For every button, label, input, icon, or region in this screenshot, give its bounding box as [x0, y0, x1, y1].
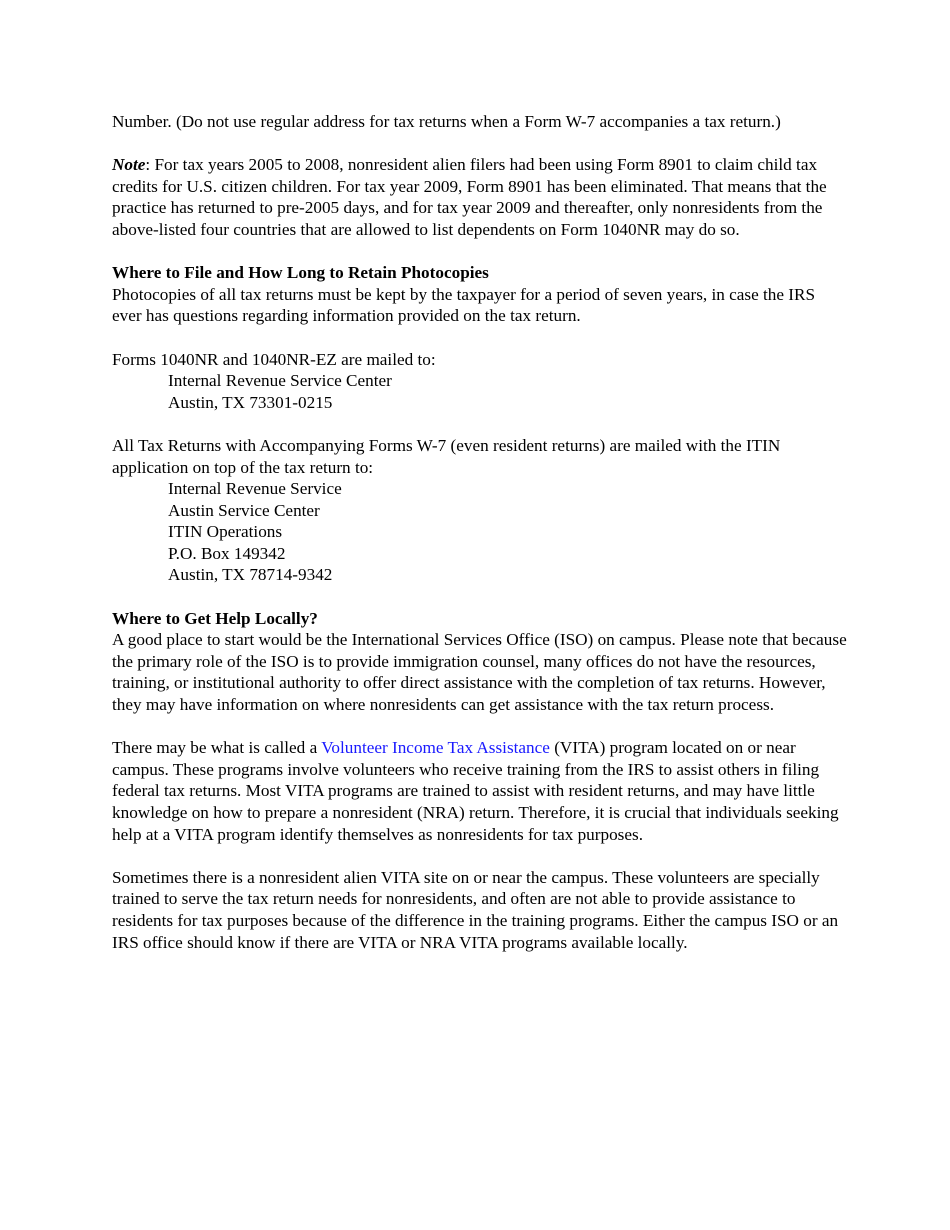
- mailing-address-1040nr: [112, 349, 847, 414]
- vita-text-after: (VITA) program located on or near campus. These programs involve volunteers who receive training from the IRS to assist others in filing federal tax returns. Most VITA programs are trained to assist with resident returns, and may have little knowledge on how to prepare a nonresident (NRA) return. Therefore, it is crucial that individuals seeking help at a VITA program identify themselves as nonresidents for tax purposes.: [112, 738, 839, 844]
- address-line: ITIN Operations: [168, 522, 283, 542]
- address-line: Austin, TX 73301-0215: [168, 392, 333, 412]
- vita-link[interactable]: Volunteer Income Tax Assistance: [321, 738, 550, 758]
- note-label: Note: [112, 155, 146, 175]
- paragraph-iso-on-campus: A good place to start would be the International Services Office (ISO) on campus. Please note that because the primary role of the ISO is to provide immigration counsel, many offices do not have the resources, training, or institutional authority to offer direct assistance with the completion of tax returns. However, they may have information on where nonresidents can get assistance with the tax return process.: [112, 630, 847, 715]
- vita-text-before: There may be what is called a: [112, 738, 322, 758]
- mailing-intro-w7: All Tax Returns with Accompanying Forms W-7 (even resident returns) are mailed with the ITIN application on top of the tax return to:: [112, 435, 781, 477]
- address-line: Internal Revenue Service: [168, 479, 342, 499]
- address-line: Internal Revenue Service Center: [168, 371, 392, 391]
- note-text: : For tax years 2005 to 2008, nonresident alien filers had been using Form 8901 to claim child tax credits for U.S. citizen children. For tax year 2009, Form 8901 has been eliminated. That means that the practice has returned to pre-2005 days, and for tax year 2009 and thereafter, only nonresidents from the above-listed four countries that are allowed to list dependents on Form 1040NR may do so.: [112, 155, 827, 239]
- address-line: Austin Service Center: [168, 500, 320, 520]
- paragraph-w7-address-note: Number. (Do not use regular address for tax returns when a Form W-7 accompanies a tax return.): [112, 112, 781, 131]
- paragraph-retain-photocopies: Photocopies of all tax returns must be kept by the taxpayer for a period of seven years, in case the IRS ever has questions regarding information provided on the tax return.: [112, 284, 816, 326]
- paragraph-form-8901-note: [112, 154, 847, 240]
- address-line: Austin, TX 78714-9342: [168, 565, 333, 585]
- heading-help-locally: Where to Get Help Locally?: [112, 608, 318, 628]
- address-line: P.O. Box 149342: [168, 543, 286, 563]
- document-page: [112, 111, 847, 975]
- mailing-intro-1040nr: Forms 1040NR and 1040NR-EZ are mailed to:: [112, 349, 436, 369]
- mailing-address-w7: [112, 435, 847, 586]
- paragraph-nra-vita-site: Sometimes there is a nonresident alien VITA site on or near the campus. These volunteers are specially trained to serve the tax return needs for nonresidents, and often are not able to provide assistance to residents for tax purposes because of the difference in the training programs. Either the campus ISO or an IRS office should know if there are VITA or NRA VITA programs available locally.: [112, 867, 839, 952]
- paragraph-vita-program: [112, 737, 847, 845]
- heading-where-to-file: Where to File and How Long to Retain Photocopies: [112, 263, 489, 283]
